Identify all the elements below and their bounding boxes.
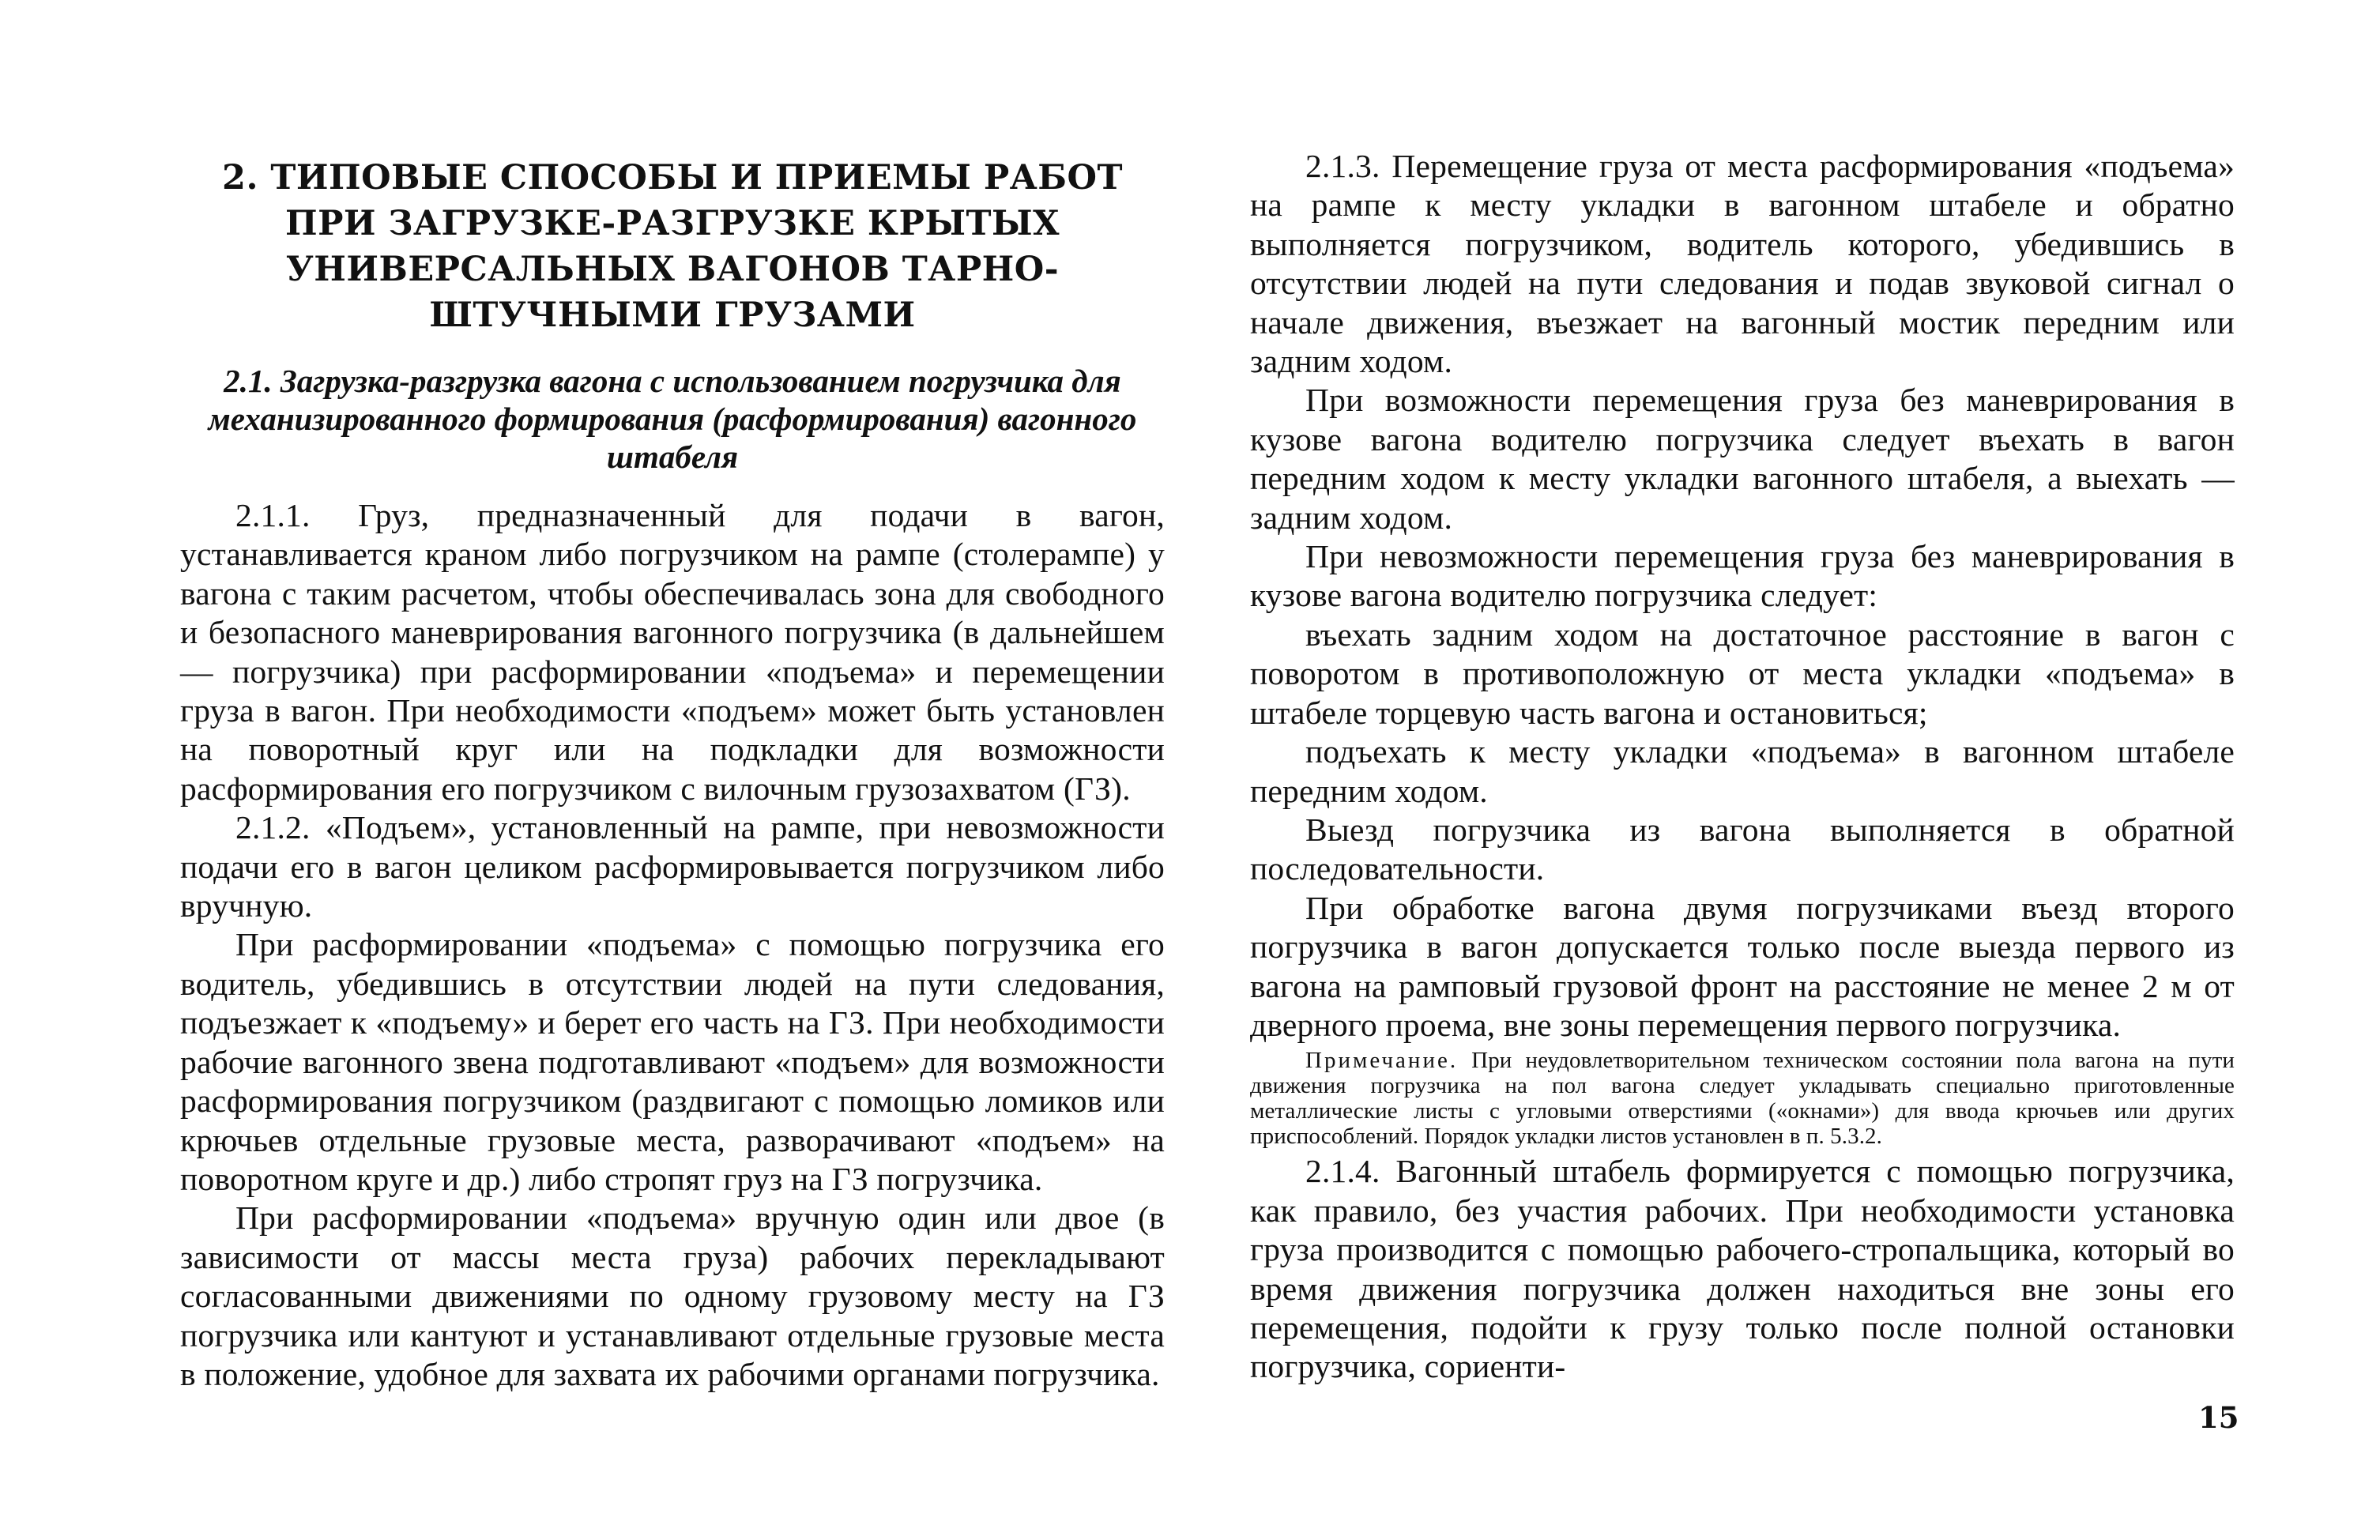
paragraph-2-1-1: 2.1.1. Груз, предназначенный для подачи в вагон, устанавливается краном либо погрузчиком на рампе (столерампе) у вагона с таким расчетом, чтобы обеспечивалась зона для свободного и безопасного маневрирования вагонного погрузчика (в дальнейшем — погрузчика) при расформировании «подъема» и перемещении груза в вагон. При необходимости «подъем» может быть установлен на поворотный круг или на подкладки для возможности расформирования его погрузчиком с вилочным грузозахватом (ГЗ). (180, 497, 1165, 807)
list-item-reverse-entry: въехать задним ходом на достаточное расстояние в вагон с поворотом в противоположную от места укладки «подъема» в штабеле торцевую часть вагона и остановиться; (1250, 616, 2235, 731)
note-text: При неудовлетворительном техническом состоянии пола вагона на пути движения погрузчика на пол вагона следует укладывать специально приготовленные металлические листы с угловыми отверстиями («окнами») для ввода крючьев или других приспособлений. Порядок укладки листов установлен в п. 5.3.2. (1250, 1048, 2235, 1150)
paragraph-exit: Выезд погрузчика из вагона выполняется в обратной последовательности. (1250, 811, 2235, 887)
paragraph-forklift-breakdown: При расформировании «подъема» с помощью погрузчика его водитель, убедившись в отсутствии людей на пути следования, подъезжает к «подъему» и берет его часть на ГЗ. При необходимости рабочие вагонного звена подготавливают «подъем» для возможности расформирования погрузчиком (раздвигают с помощью ломиков или крючьев отдельные грузовые места, разворачивают «подъем» на поворотном круге и др.) либо стропят груз на ГЗ погрузчика. (180, 926, 1165, 1197)
section-heading: 2. ТИПОВЫЕ СПОСОБЫ И ПРИЕМЫ РАБОТ ПРИ ЗАГРУЗКЕ-РАЗГРУЗКЕ КРЫТЫХ УНИВЕРСАЛЬНЫХ ВАГОНОВ ТАРНО-ШТУЧНЫМИ ГРУЗАМИ (222, 158, 1123, 335)
paragraph-no-maneuver: При возможности перемещения груза без маневрирования в кузове вагона водителю погрузчика следует въехать в вагон передним ходом к месту укладки вагонного штабеля, а выехать — задним ходом. (1250, 382, 2235, 536)
paragraph-2-1-2: 2.1.2. «Подъем», установленный на рампе, при невозможности подачи его в вагон целиком расформировывается погрузчиком либо вручную. (180, 809, 1165, 924)
note-label: Примечание. (1305, 1048, 1459, 1074)
paragraph-maneuver-needed: При невозможности перемещения груза без маневрирования в кузове вагона водителю погрузчика следует: (1250, 538, 2235, 614)
paragraph-manual-breakdown: При расформировании «подъема» вручную один или двое (в зависимости от массы места груза) рабочих перекладывают согласованными движениями по одному грузовому месту на ГЗ погрузчика или кантуют и устанавливают отдельные грузовые места в положение, удобное для захвата их рабочими органами погрузчика. (180, 1199, 1165, 1392)
paragraph-2-1-4: 2.1.4. Вагонный штабель формируется с помощью погрузчика, как правило, без участия рабочих. При необходимости установка груза производится с помощью рабочего-стропальщика, который во время движения погрузчика должен находиться вне зоны его перемещения, подойти к грузу только после полной остановки погрузчика, сориенти- (1250, 1153, 2235, 1385)
right-column (1250, 147, 2235, 1387)
paragraph-two-forklifts: При обработке вагона двумя погрузчиками въезд второго погрузчика в вагон допускается только после выезда первого из вагона на рамповый грузовой фронт на расстояние не менее 2 м от дверного проема, вне зоны перемещения первого погрузчика. (1250, 889, 2235, 1043)
page-number: 15 (2198, 1400, 2239, 1435)
left-column (180, 147, 1165, 1394)
list-item-forward-approach: подъехать к месту укладки «подъема» в вагонном штабеле передним ходом. (1250, 733, 2235, 809)
subsection-heading: 2.1. Загрузка-разгрузка вагона с использованием погрузчика для механизированного формирования (расформирования) вагонного штабеля (208, 363, 1137, 475)
note (1250, 1048, 2235, 1149)
paragraph-2-1-3: 2.1.3. Перемещение груза от места расформирования «подъема» на рампе к месту укладки в вагонном штабеле и обратно выполняется погрузчиком, водитель которого, убедившись в отсутствии людей на пути следования и подав звуковой сигнал о начале движения, въезжает на вагонный мостик передним или задним ходом. (1250, 148, 2235, 380)
